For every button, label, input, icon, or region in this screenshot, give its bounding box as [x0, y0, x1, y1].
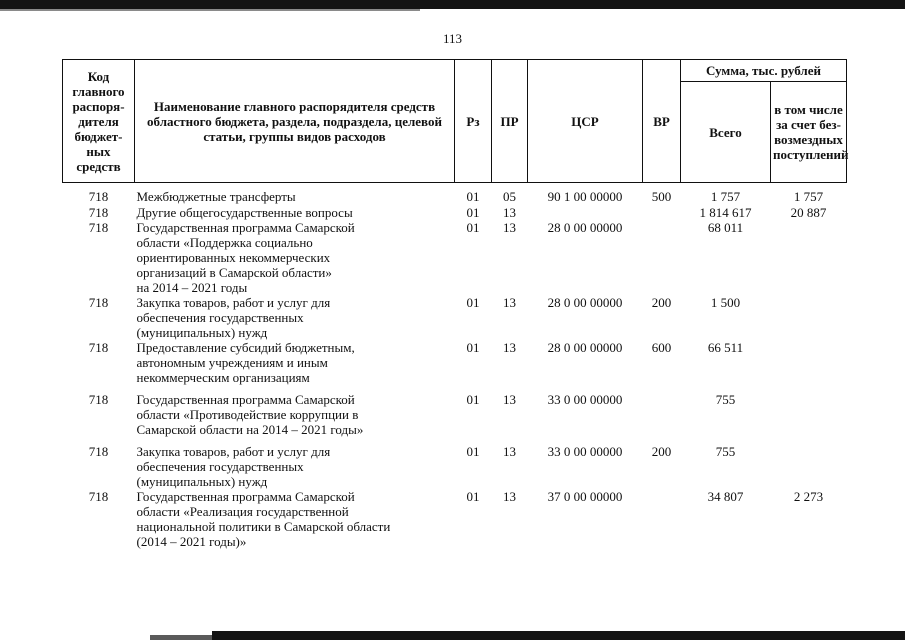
row-name-line: обеспечения государственных: [136, 309, 304, 325]
scan-border-top: [0, 0, 905, 9]
row-code: 718: [88, 443, 109, 459]
row-code: 718: [88, 339, 109, 355]
row-name-line: на 2014 – 2021 годы: [136, 279, 248, 295]
row-csr: 33 0 00 00000: [547, 391, 623, 407]
row-code: 718: [88, 219, 109, 235]
row-gratuitous: 2 273: [793, 488, 824, 504]
row-code: 718: [88, 488, 109, 504]
page-number: 113: [442, 31, 463, 46]
row-gratuitous: [771, 220, 847, 295]
table-row: [63, 340, 847, 392]
header-pr: ПР: [492, 60, 528, 183]
table-row: [63, 205, 847, 220]
row-name-line: Предоставление субсидий бюджетным,: [136, 339, 355, 355]
table-row: [63, 489, 847, 549]
row-code: 718: [88, 189, 109, 204]
row-code: 718: [88, 391, 109, 407]
row-pr: 13: [503, 488, 516, 504]
row-vr: 500: [651, 189, 672, 204]
row-total: 1 500: [710, 294, 741, 310]
row-vr: 200: [651, 443, 672, 459]
row-total: 68 011: [707, 219, 744, 235]
row-vr: [643, 205, 681, 220]
table-row: [63, 444, 847, 489]
row-vr: [643, 489, 681, 549]
row-name-line: ориентированных некоммерческих: [136, 249, 331, 265]
row-gratuitous: [771, 340, 847, 392]
row-vr: [643, 392, 681, 444]
row-pr: 13: [503, 443, 516, 459]
row-gratuitous: [771, 295, 847, 340]
row-rz: 01: [466, 339, 480, 355]
row-pr: 13: [503, 339, 516, 355]
row-name-line: Самарской области на 2014 – 2021 годы»: [136, 421, 364, 437]
row-name-line: национальной политики в Самарской области: [136, 518, 391, 534]
row-csr: 28 0 00 00000: [547, 219, 623, 235]
row-rz: 01: [466, 391, 480, 407]
row-name: [135, 295, 455, 340]
row-name-line: Закупка товаров, работ и услуг для: [136, 443, 331, 459]
row-name-line: Межбюджетные трансферты: [136, 189, 296, 204]
row-gratuitous: [771, 444, 847, 489]
header-sum: Сумма, тыс. рублей: [681, 60, 847, 82]
table-row: [63, 220, 847, 295]
row-vr: [643, 220, 681, 295]
header-gratuitous: в том числе за счет без-возмездных поступлений: [771, 82, 847, 183]
row-vr: 600: [651, 339, 672, 355]
row-name-line: Государственная программа Самарской: [136, 391, 355, 407]
row-total: 755: [715, 391, 736, 407]
row-name: [135, 220, 455, 295]
row-total: 66 511: [707, 339, 744, 355]
header-code: Код главного распоря-дителя бюджет-ных средств: [63, 60, 135, 183]
row-gratuitous: 1 757: [793, 189, 824, 204]
table-row: [63, 295, 847, 340]
row-name: [135, 340, 455, 392]
row-rz: 01: [466, 189, 480, 204]
row-gratuitous: [771, 392, 847, 444]
row-csr: [528, 205, 643, 220]
row-name: [135, 489, 455, 549]
row-name-line: области «Реализация государственной: [136, 503, 349, 519]
table-row: [63, 392, 847, 444]
row-csr: 28 0 00 00000: [547, 294, 623, 310]
header-total: Всего: [681, 82, 771, 183]
row-name-line: некоммерческим организациям: [136, 369, 310, 385]
row-rz: 01: [466, 219, 480, 235]
scan-border-bottom-shadow: [150, 635, 212, 640]
row-rz: 01: [466, 294, 480, 310]
row-code: 718: [88, 204, 109, 220]
scan-border-top-shadow: [0, 9, 420, 11]
row-pr: 13: [503, 204, 516, 220]
row-rz: 01: [466, 488, 480, 504]
row-name: [135, 183, 455, 205]
row-pr: 05: [503, 189, 516, 204]
row-name-line: (муниципальных) нужд: [136, 324, 268, 340]
header-name: Наименование главного распорядителя средств областного бюджета, раздела, подраздела, целевой статьи, группы видов расходов: [135, 60, 455, 183]
row-rz: 01: [466, 204, 480, 220]
row-name-line: Закупка товаров, работ и услуг для: [136, 294, 331, 310]
row-name-line: Государственная программа Самарской: [136, 219, 355, 235]
table-body: [63, 183, 847, 549]
budget-table: [62, 59, 847, 549]
row-name: [135, 444, 455, 489]
row-total: 1 814 617: [699, 204, 752, 220]
row-name-line: области «Противодействие коррупции в: [136, 406, 359, 422]
scan-border-bottom: [212, 631, 905, 640]
row-total: 755: [715, 443, 736, 459]
row-pr: 13: [503, 391, 516, 407]
row-pr: 13: [503, 294, 516, 310]
row-name-line: организаций в Самарской области»: [136, 264, 332, 280]
row-csr: 90 1 00 00000: [547, 189, 623, 204]
row-csr: 28 0 00 00000: [547, 339, 623, 355]
row-name-line: (муниципальных) нужд: [136, 473, 268, 489]
row-csr: 37 0 00 00000: [547, 488, 623, 504]
row-name-line: Другие общегосударственные вопросы: [136, 204, 353, 220]
row-code: 718: [88, 294, 109, 310]
row-name-line: области «Поддержка социально: [136, 234, 313, 250]
table-row: [63, 183, 847, 205]
table-header: [63, 60, 847, 183]
row-vr: 200: [651, 294, 672, 310]
row-name-line: (2014 – 2021 годы)»: [136, 533, 247, 549]
row-pr: 13: [503, 219, 516, 235]
row-total: 1 757: [710, 189, 741, 204]
row-name: [135, 205, 455, 220]
row-total: 34 807: [707, 488, 744, 504]
row-csr: 33 0 00 00000: [547, 443, 623, 459]
row-name: [135, 392, 455, 444]
header-csr: ЦСР: [528, 60, 643, 183]
header-vr: ВР: [643, 60, 681, 183]
header-rz: Рз: [455, 60, 492, 183]
row-gratuitous: 20 887: [790, 204, 827, 220]
row-rz: 01: [466, 443, 480, 459]
row-name-line: Государственная программа Самарской: [136, 488, 355, 504]
row-name-line: обеспечения государственных: [136, 458, 304, 474]
row-name-line: автономным учреждениям и иным: [136, 354, 328, 370]
